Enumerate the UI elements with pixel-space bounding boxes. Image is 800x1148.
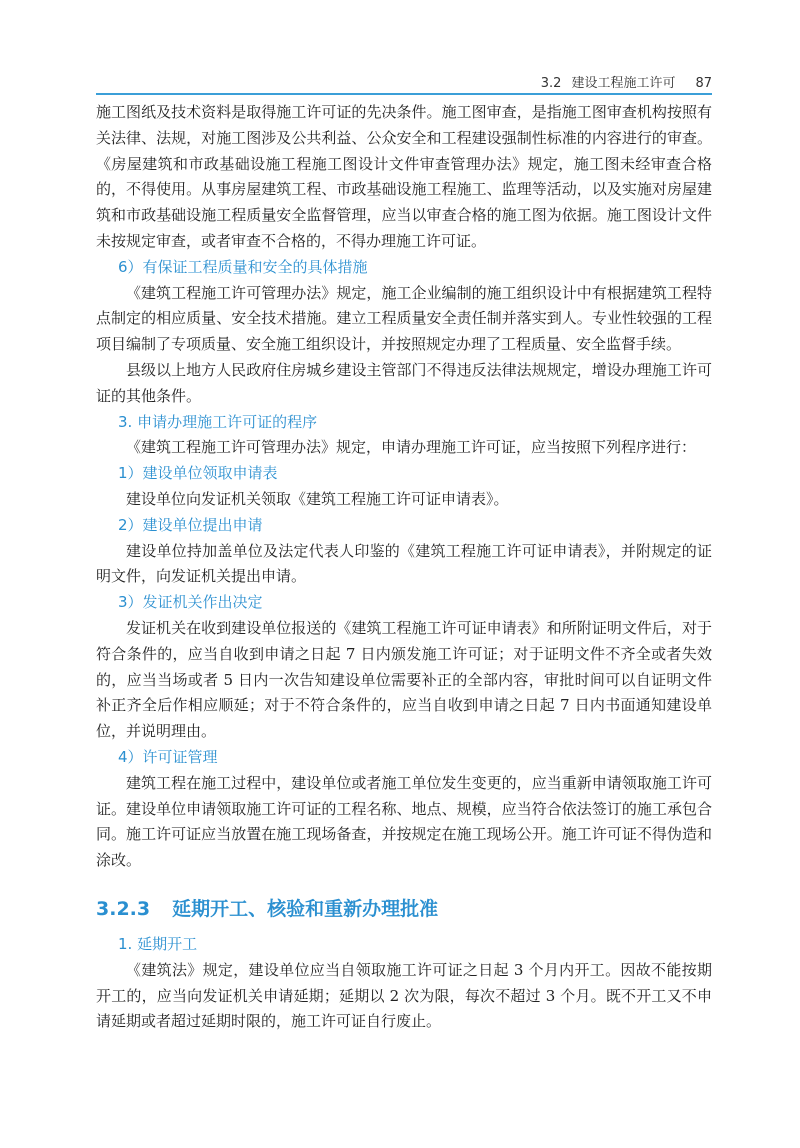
heading-step-4: 4）许可证管理 xyxy=(118,747,218,766)
paragraph-delay-start: 《建筑法》规定，建设单位应当自领取施工许可证之日起 3 个月内开工。因故不能按期开工的，应当向发证机关申请延期；延期以 2 次为限，每次不超过 3 个月。既不开工又不申请延期或者超过延期时限的，施工许可证自行废止。 xyxy=(96,960,712,1031)
section-title: 延期开工、核验和重新办理批准 xyxy=(172,897,439,920)
heading-application-procedure: 3. 申请办理施工许可证的程序 xyxy=(118,412,318,431)
section-number: 3.2.3 xyxy=(96,897,151,920)
paragraph-drawings: 施工图纸及技术资料是取得施工许可证的先决条件。施工图审查，是指施工图审查机构按照有关法律、法规，对施工图涉及公共利益、公众安全和工程建设强制性标准的内容进行的审查。《房屋建筑和市政基础设施工程施工图设计文件审查管理办法》规定，施工图未经审查合格的，不得使用。从事房屋建筑工程、市政基础设施工程施工、监理等活动，以及实施对房屋建筑和市政基础设施工程质量安全监督管理，应当以审查合格的施工图为依据。施工图设计文件未按规定审查，或者审查不合格的，不得办理施工许可证。 xyxy=(96,103,712,250)
heading-delay-start: 1. 延期开工 xyxy=(118,934,198,953)
page-number: 87 xyxy=(695,76,712,91)
page-body xyxy=(96,100,712,1035)
heading-step-2: 2）建设单位提出申请 xyxy=(118,515,263,534)
paragraph-step-2: 建设单位持加盖单位及法定代表人印鉴的《建筑工程施工许可证申请表》，并附规定的证明文件，向发证机关提出申请。 xyxy=(96,541,712,586)
running-header xyxy=(96,72,712,94)
paragraph-step-3: 发证机关在收到建设单位报送的《建筑工程施工许可证申请表》和所附证明文件后，对于符合条件的，应当自收到申请之日起 7 日内颁发施工许可证；对于证明文件不齐全或者失效的，应当当场或者 5 日内一次告知建设单位需要补正的全部内容，审批时间可以自证明文件补正齐全后作相应顺延；对于不符合条件的，应当自收到申请之日起 7 日内书面通知建设单位，并说明理由。 xyxy=(96,618,712,741)
header-section-title: 建设工程施工许可 xyxy=(571,76,676,91)
paragraph-step-1: 建设单位向发证机关领取《建筑工程施工许可证申请表》。 xyxy=(126,489,509,508)
paragraph-step-4: 建筑工程在施工过程中，建设单位或者施工单位发生变更的，应当重新申请领取施工许可证。建设单位申请领取施工许可证的工程名称、地点、规模，应当符合依法签订的施工承包合同。施工许可证应当放置在施工现场备查，并按规定在施工现场公开。施工许可证不得伪造和涂改。 xyxy=(96,773,712,870)
header-section-number: 3.2 xyxy=(540,76,562,91)
heading-quality-safety-measures: 6）有保证工程质量和安全的具体措施 xyxy=(118,257,368,276)
paragraph-procedure-intro: 《建筑工程施工许可管理办法》规定，申请办理施工许可证，应当按照下列程序进行： xyxy=(126,438,697,457)
heading-step-1: 1）建设单位领取申请表 xyxy=(118,464,278,483)
header-rule xyxy=(96,93,712,95)
paragraph-no-extra-conditions: 县级以上地方人民政府住房城乡建设主管部门不得违反法律法规规定，增设办理施工许可证的其他条件。 xyxy=(96,360,712,405)
paragraph-measures: 《建筑工程施工许可管理办法》规定，施工企业编制的施工组织设计中有根据建筑工程特点制定的相应质量、安全技术措施。建立工程质量安全责任制并落实到人。专业性较强的工程项目编制了专项质量、安全施工组织设计，并按照规定办理了工程质量、安全监督手续。 xyxy=(96,283,712,354)
heading-step-3: 3）发证机关作出决定 xyxy=(118,593,263,612)
section-heading-3-2-3 xyxy=(96,894,712,924)
